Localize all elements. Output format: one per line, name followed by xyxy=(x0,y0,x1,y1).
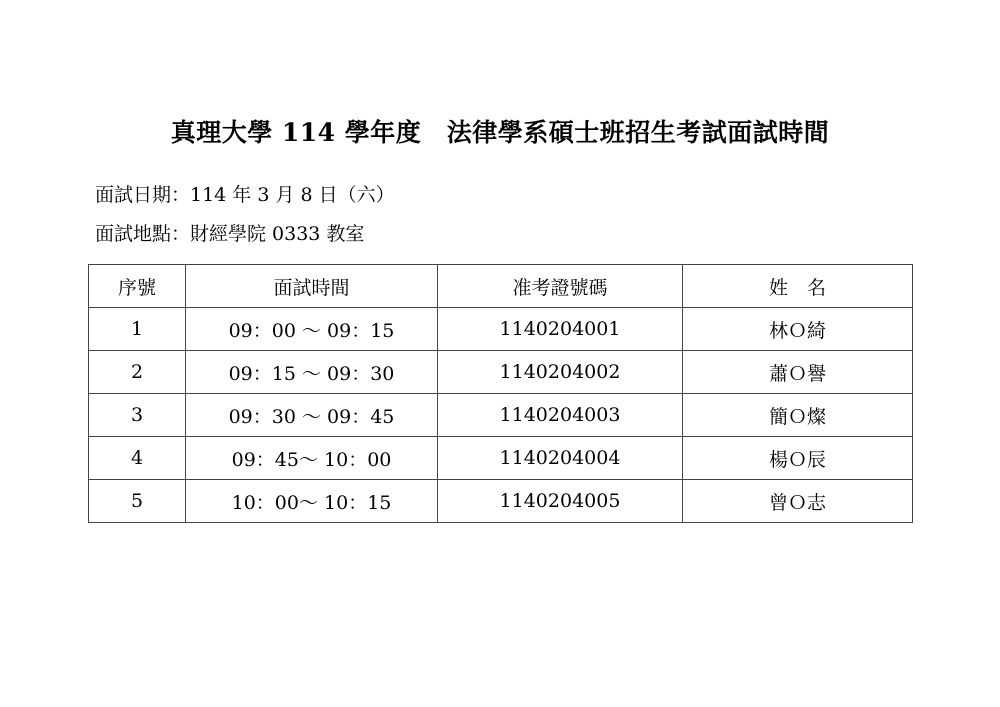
cell-name: 楊Ｏ辰 xyxy=(683,437,913,480)
cell-serial-number: 1 xyxy=(89,308,186,351)
cell-interview-time: 10：00～ 10：15 xyxy=(186,480,438,523)
header-interview-time: 面試時間 xyxy=(186,265,438,308)
table-row xyxy=(89,394,913,437)
cell-name: 簡Ｏ燦 xyxy=(683,394,913,437)
cell-exam-id: 1140204003 xyxy=(438,394,683,437)
interview-location: 面試地點：財經學院 0333 教室 xyxy=(95,223,365,245)
cell-exam-id: 1140204005 xyxy=(438,480,683,523)
cell-interview-time: 09：45～ 10：00 xyxy=(186,437,438,480)
cell-exam-id: 1140204001 xyxy=(438,308,683,351)
table-header-row xyxy=(89,265,913,308)
header-serial-number: 序號 xyxy=(89,265,186,308)
header-exam-id: 准考證號碼 xyxy=(438,265,683,308)
interview-schedule-table xyxy=(88,264,913,523)
cell-serial-number: 5 xyxy=(89,480,186,523)
cell-interview-time: 09：00 ～ 09：15 xyxy=(186,308,438,351)
cell-serial-number: 4 xyxy=(89,437,186,480)
table-row xyxy=(89,437,913,480)
interview-date: 面試日期：114 年 3 月 8 日（六） xyxy=(95,184,395,206)
cell-interview-time: 09：30 ～ 09：45 xyxy=(186,394,438,437)
table-row xyxy=(89,480,913,523)
page-title: 真理大學 114 學年度 法律學系碩士班招生考試面試時間 xyxy=(170,118,830,147)
table-row xyxy=(89,308,913,351)
header-name: 姓 名 xyxy=(683,265,913,308)
cell-name: 蕭Ｏ譽 xyxy=(683,351,913,394)
cell-interview-time: 09：15 ～ 09：30 xyxy=(186,351,438,394)
cell-name: 曾Ｏ志 xyxy=(683,480,913,523)
cell-exam-id: 1140204002 xyxy=(438,351,683,394)
cell-name: 林Ｏ綺 xyxy=(683,308,913,351)
cell-exam-id: 1140204004 xyxy=(438,437,683,480)
cell-serial-number: 2 xyxy=(89,351,186,394)
cell-serial-number: 3 xyxy=(89,394,186,437)
table-row xyxy=(89,351,913,394)
